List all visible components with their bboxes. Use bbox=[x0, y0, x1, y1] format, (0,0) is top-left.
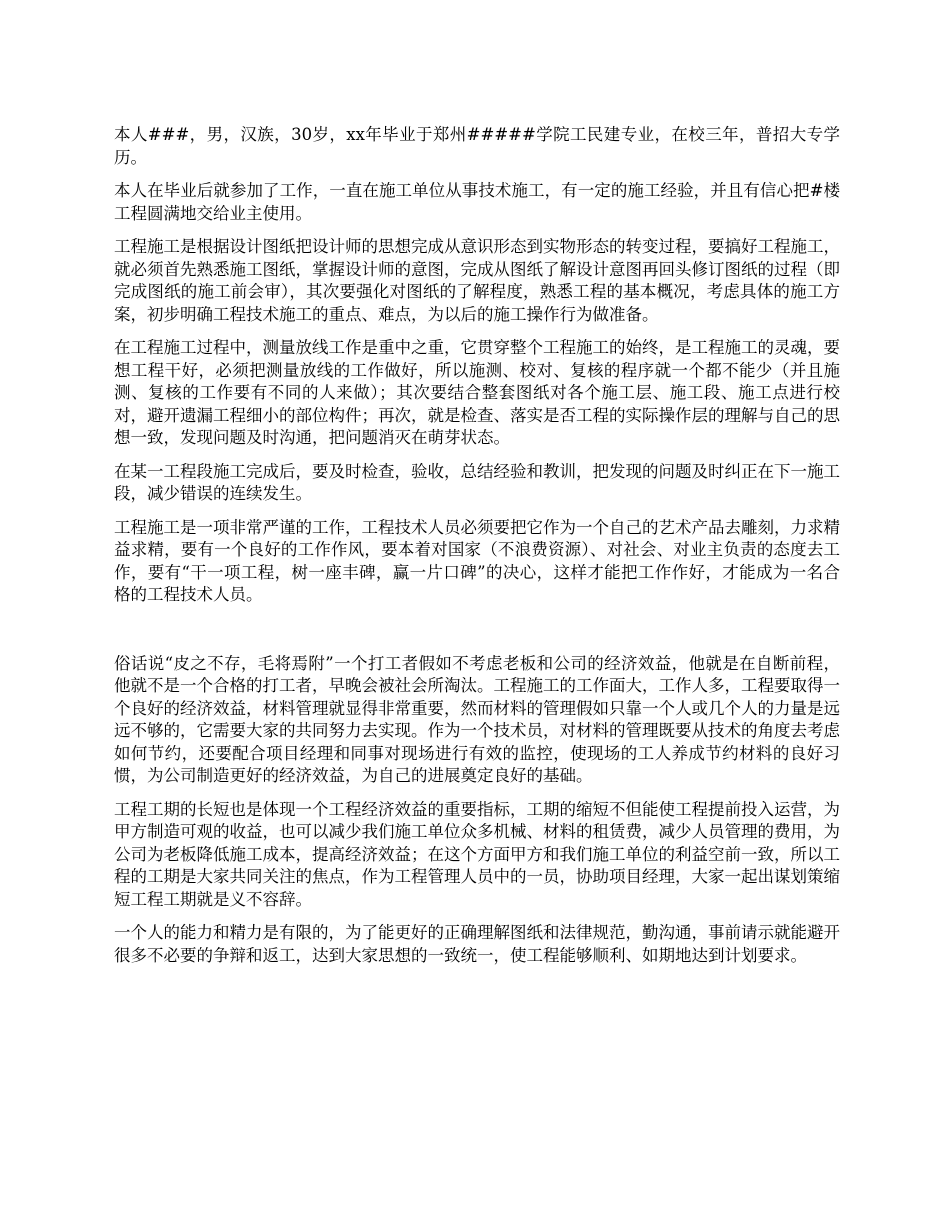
paragraph-schedule: 工程工期的长短也是体现一个工程经济效益的重要指标，工期的缩短不但能使工程提前投入运营，为甲方制造可观的收益，也可以减少我们施工单位众多机械、材料的租赁费，减少人员管理的费用，为公司为老板降低施工成本，提高经济效益；在这个方面甲方和我们施工单位的利益空前一致，所以工程的工期是大家共同关注的焦点，作为工程管理人员中的一员，协助项目经理，大家一起出谋划策缩短工程工期就是义不容辞。 bbox=[114, 799, 840, 909]
paragraph-materials: 俗话说“皮之不存，毛将焉附”一个打工者假如不考虑老板和公司的经济效益，他就是在自断前程，他就不是一个合格的打工者，早晚会被社会所淘汰。工程施工的工作面大，工作人多，工程要取得一个良好的经济效益，材料管理就显得非常重要，然而材料的管理假如只靠一个人或几个人的力量是远远不够的，它需要大家的共同努力去实现。作为一个技术员，对材料的管理既要从技术的角度去考虑如何节约，还要配合项目经理和同事对现场进行有效的监控，使现场的工人养成节约材料的良好习惯，为公司制造更好的经济效益，为自己的进展奠定良好的基础。 bbox=[114, 653, 840, 785]
paragraph-communication: 一个人的能力和精力是有限的，为了能更好的正确理解图纸和法律规范，勤沟通，事前请示就能避开很多不必要的争辩和返工，达到大家思想的一致统一，使工程能够顺利、如期地达到计划要求。 bbox=[114, 923, 840, 965]
paragraph-drawings: 工程施工是根据设计图纸把设计师的思想完成从意识形态到实物形态的转变过程，要搞好工程施工，就必须首先熟悉施工图纸，掌握设计师的意图，完成从图纸了解设计意图再回头修订图纸的过程（即完成图纸的施工前会审），其次要强化对图纸的了解程度，熟悉工程的基本概况，考虑具体的施工方案，初步明确工程技术施工的重点、难点，为以后的施工操作行为做准备。 bbox=[114, 237, 840, 324]
paragraph-surveying: 在工程施工过程中，测量放线工作是重中之重，它贯穿整个工程施工的始终，是工程施工的灵魂，要想工程干好，必须把测量放线的工作做好，所以施测、校对、复核的程序就一个都不能少（并且施测、复核的工作要有不同的人来做）；其次要结合整套图纸对各个施工层、施工段、施工点进行校对，避开遗漏工程细小的部位构件；再次，就是检查、落实是否工程的实际操作层的理解与自己的思想一致，发现问题及时沟通，把问题消灭在萌芽状态。 bbox=[114, 338, 840, 447]
paragraph-work-experience: 本人在毕业后就参加了工作，一直在施工单位从事技术施工，有一定的施工经验，并且有信心把#楼工程圆满地交给业主使用。 bbox=[114, 181, 840, 223]
paragraph-work-attitude: 工程施工是一项非常严谨的工作，工程技术人员必须要把它作为一个自己的艺术产品去雕刻，力求精益求精，要有一个良好的工作作风，要本着对国家（不浪费资源）、对社会、对业主负责的态度去工作，要有“干一项工程，树一座丰碑，赢一片口碑”的决心，这样才能把工作作好，才能成为一名合格的工程技术人员。 bbox=[114, 517, 840, 604]
paragraph-personal-info: 本人###，男，汉族，30岁，xx年毕业于郑州#####学院工民建专业，在校三年，普招大专学历。 bbox=[114, 125, 840, 167]
document-body bbox=[114, 124, 840, 978]
paragraph-inspection: 在某一工程段施工完成后，要及时检查，验收，总结经验和教训，把发现的问题及时纠正在下一施工段，减少错误的连续发生。 bbox=[114, 461, 840, 503]
